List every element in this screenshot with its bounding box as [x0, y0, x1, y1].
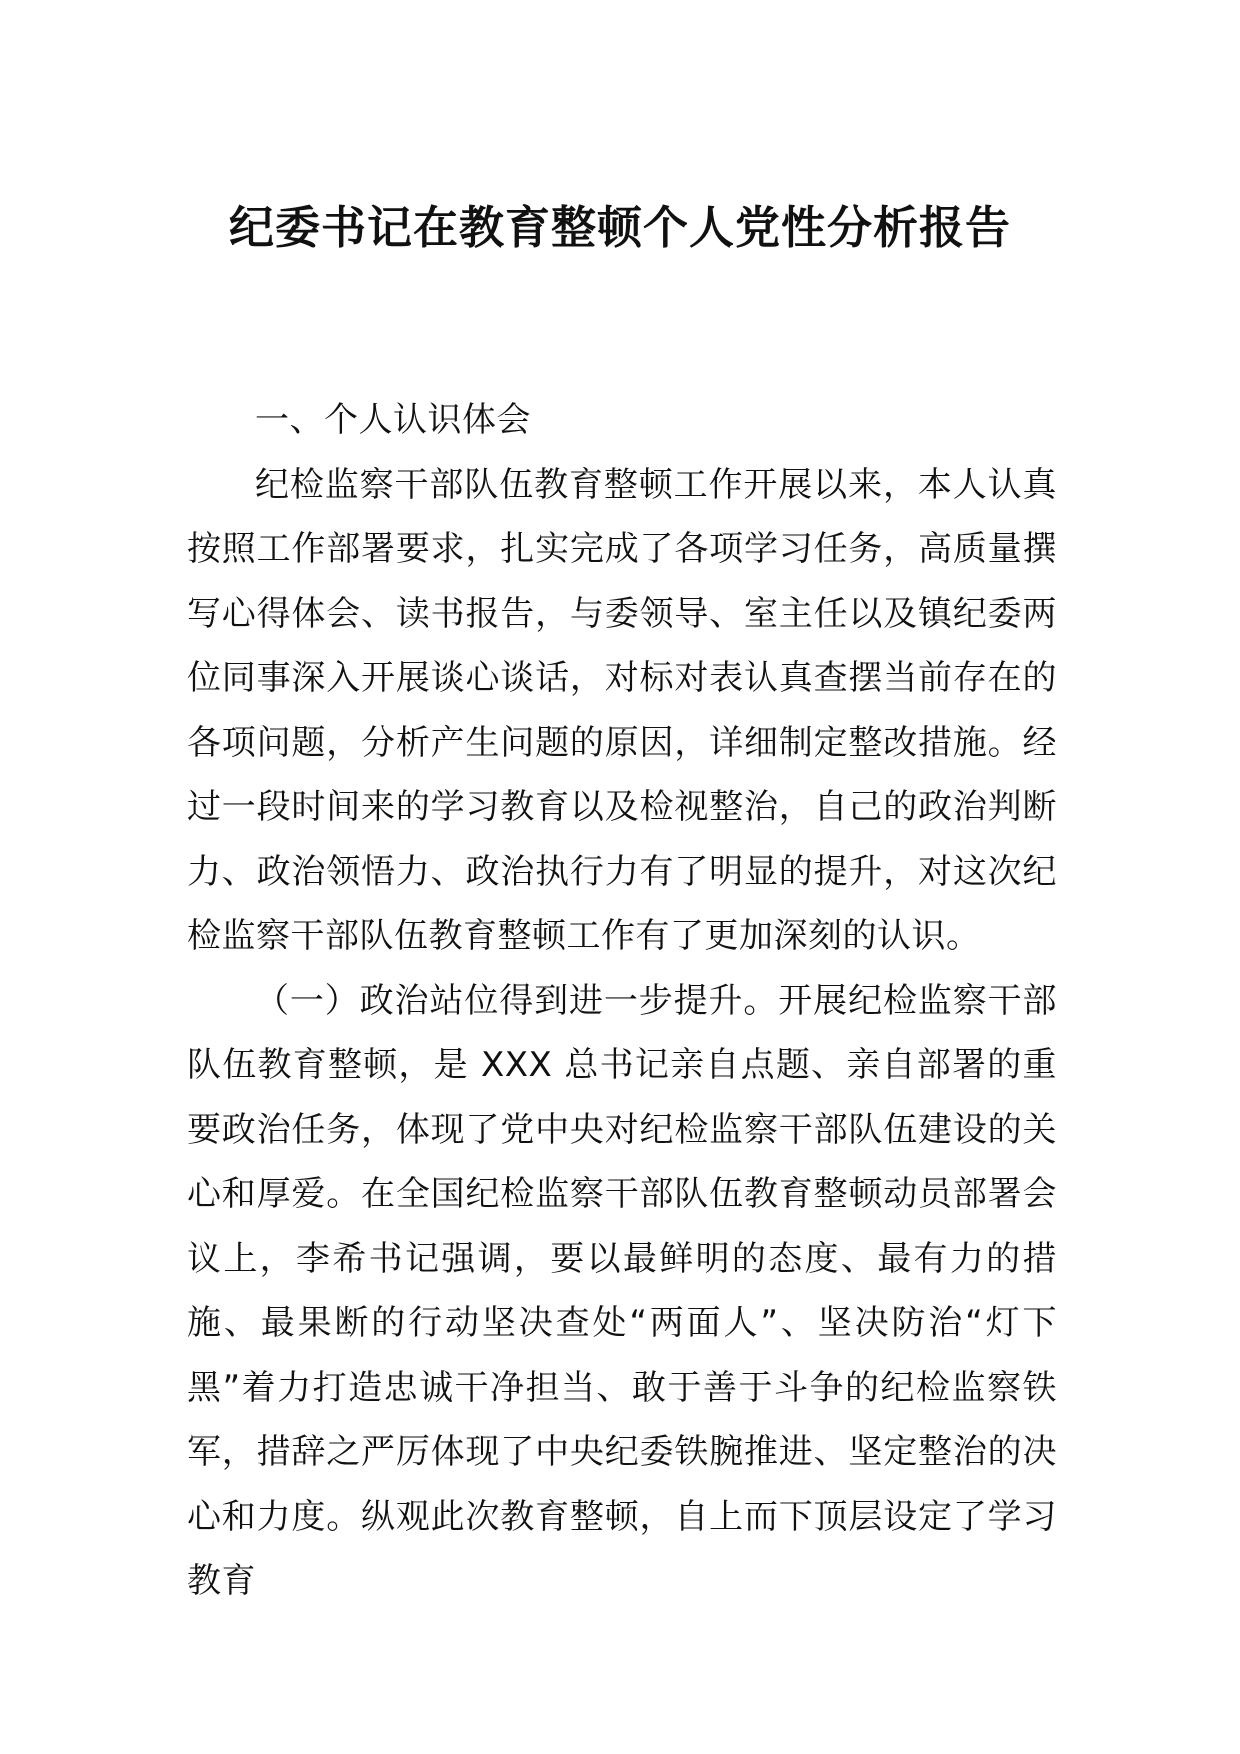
paragraph: 纪检监察干部队伍教育整顿工作开展以来，本人认真按照工作部署要求，扎实完成了各项学习任务，高质量撰写心得体会、读书报告，与委领导、室主任以及镇纪委两位同事深入开展谈心谈话，对标对表认真查摆当前存在的各项问题，分析产生问题的原因，详细制定整改措施。经过一段时间来的学习教育以及检视整治，自己的政治判断力、政治领悟力、政治执行力有了明显的提升，对这次纪检监察干部队伍教育整顿工作有了更加深刻的认识。 — [187, 464, 1057, 956]
section-heading: 一、个人认识体会 — [255, 400, 531, 440]
document-title: 纪委书记在教育整顿个人党性分析报告 — [228, 201, 1011, 254]
paragraph: （一）政治站位得到进一步提升。开展纪检监察干部队伍教育整顿，是 XXX 总书记亲自点题、亲自部署的重要政治任务，体现了党中央对纪检监察干部队伍建设的关心和厚爱。在全国纪检监察干部队伍教育整顿动员部署会议上，李希书记强调，要以最鲜明的态度、最有力的措施、最果断的行动坚决查处“两面人”、坚决防治“灯下黑”着力打造忠诚干净担当、敢于善于斗争的纪检监察铁军，措辞之严厉体现了中央纪委铁腕推进、坚定整治的决心和力度。纵观此次教育整顿，自上而下顶层设定了学习教育 — [187, 980, 1057, 1601]
document-body — [187, 388, 1057, 1614]
